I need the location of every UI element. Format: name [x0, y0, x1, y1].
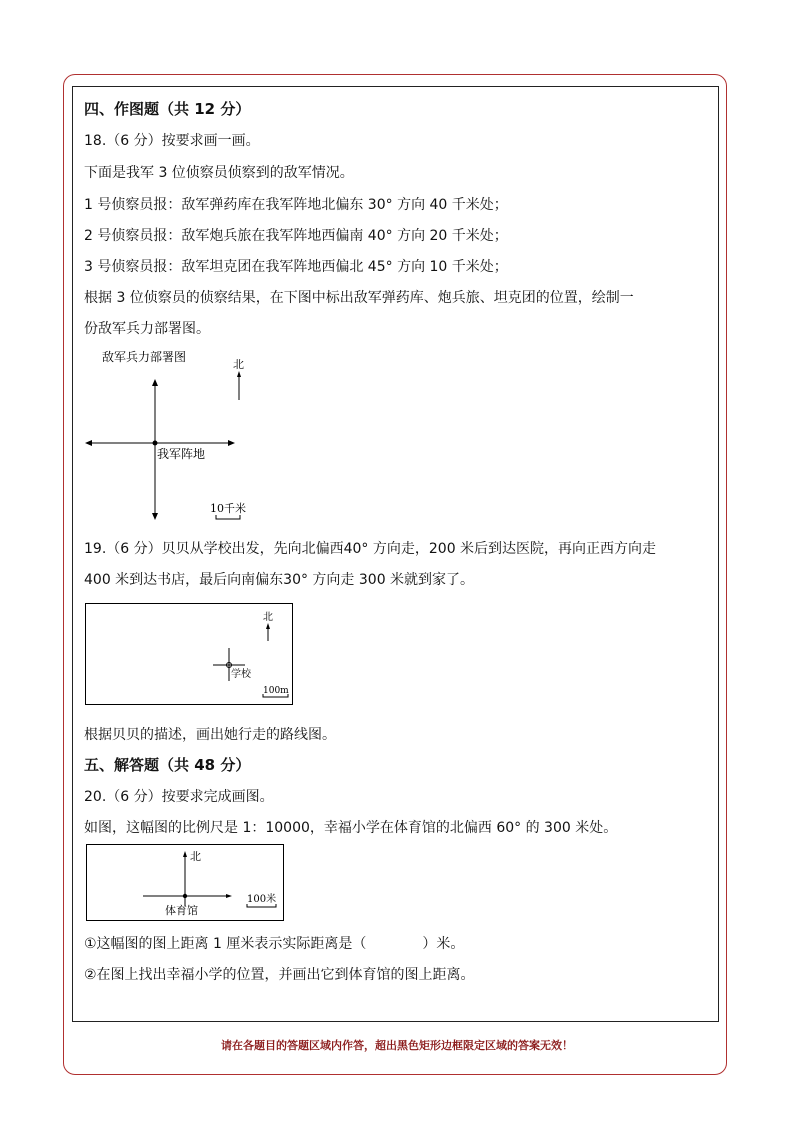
q18-task-line2: 份敌军兵力部署图。 [84, 321, 210, 337]
q18-figure-title: 敌军兵力部署图 [102, 350, 187, 364]
q19-figure-frame [86, 604, 293, 705]
q18-north-label: 北 [233, 358, 244, 371]
q19-route-figure [85, 603, 295, 707]
q18-center-point [153, 441, 158, 446]
section4-title: 四、作图题（共 12 分） [84, 100, 251, 118]
q20-intro: 如图，这幅图的比例尺是 1：10000，幸福小学在体育馆的北偏西 60° 的 300 米处。 [84, 820, 618, 836]
section5-title: 五、解答题（共 48 分） [84, 756, 251, 774]
q18-arrow-west [85, 440, 92, 446]
q18-arrow-north [152, 379, 158, 386]
q20-center-label: 体育馆 [165, 904, 198, 917]
q18-report2: 2 号侦察员报：敌军炮兵旅在我军阵地西偏南 40° 方向 20 千米处； [84, 228, 508, 244]
q20-north-label: 北 [190, 850, 201, 863]
q18-intro: 下面是我军 3 位侦察员侦察到的敌军情况。 [84, 165, 354, 181]
q18-task-line1: 根据 3 位侦察员的侦察结果，在下图中标出敌军弹药库、炮兵旅、坦克团的位置，绘制一 [84, 290, 634, 306]
q19-center-label: 学校 [231, 669, 251, 680]
q18-scale-label: 10千米 [210, 502, 246, 515]
q20-map-figure [86, 844, 286, 924]
q20-sub1: ①这幅图的图上距离 1 厘米表示实际距离是（ ）米。 [84, 936, 465, 952]
q20-prompt: 20.（6 分）按要求完成画图。 [84, 789, 274, 805]
q19-line1: 19.（6 分）贝贝从学校出发，先向北偏西40° 方向走，200 米后到达医院，再向正西方向走 [84, 541, 657, 557]
q18-arrow-east [228, 440, 235, 446]
q20-center-point [183, 894, 187, 898]
q18-center-label: 我军阵地 [157, 447, 206, 461]
q20-sub2: ②在图上找出幸福小学的位置，并画出它到体育馆的图上距离。 [84, 967, 475, 983]
footer-notice: 请在各题目的答题区域内作答，超出黑色矩形边框限定区域的答案无效！ [221, 1039, 573, 1052]
q18-prompt: 18.（6 分）按要求画一画。 [84, 133, 260, 149]
q19-north-arrowhead [266, 623, 270, 629]
q18-report3: 3 号侦察员报：敌军坦克团在我军阵地西偏北 45° 方向 10 千米处； [84, 259, 508, 275]
q19-task: 根据贝贝的描述，画出她行走的路线图。 [84, 727, 336, 743]
q19-line2: 400 米到达书店，最后向南偏东30° 方向走 300 米就到家了。 [84, 572, 475, 588]
q19-scale-label: 100m [263, 686, 289, 696]
q20-east-arrowhead [226, 894, 232, 898]
q18-scale-bar [216, 515, 240, 519]
q18-arrow-south [152, 513, 158, 520]
q18-north-arrowhead [237, 371, 241, 377]
q19-north-label: 北 [263, 612, 273, 623]
q20-scale-label: 100米 [247, 894, 277, 905]
q20-north-arrowhead [183, 851, 187, 857]
q18-report1: 1 号侦察员报：敌军弹药库在我军阵地北偏东 30° 方向 40 千米处； [84, 197, 508, 213]
q18-deployment-figure [80, 345, 280, 527]
